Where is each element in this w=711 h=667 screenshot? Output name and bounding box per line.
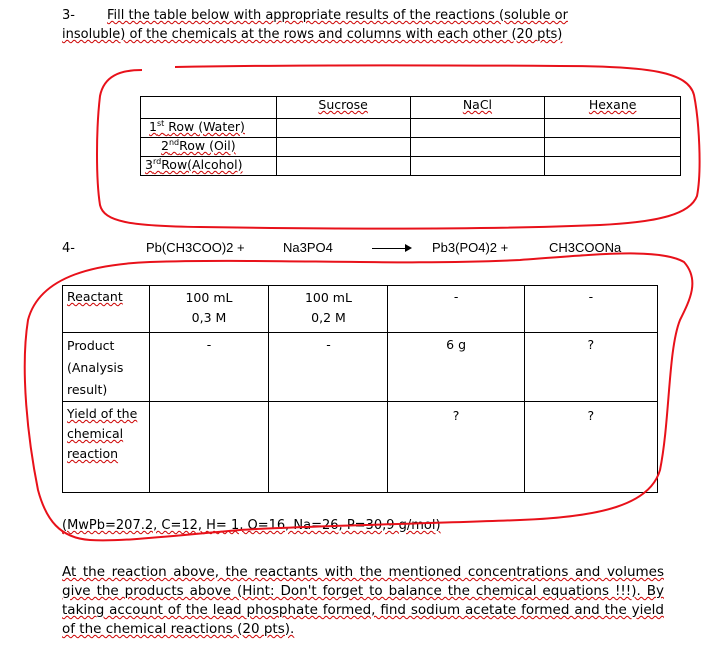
reactant-1-product-cell: - [149,333,269,402]
molar-masses-note: (MwPb=207.2, C=12, H= 1, O=16, Na=26, P=30,9 g/mol) [62,518,441,533]
q4-instructions: At the reaction above, the reactants with the mentioned concentrations and volumes give the products above (Hint: Don't forget to balance the chemical equations !!!). By taking account of the lead phosphate formed, find sodium acetate formed and the yield of the chemical reactions (20 pts). [62,564,664,637]
reaction-table [62,285,658,493]
sodium-acetate-mass: ? [524,333,657,402]
product-sodium-acetate: CH3COONa [549,240,622,255]
reaction-arrow-head [405,244,412,252]
sodium-acetate-yield[interactable]: ? [524,402,657,493]
cell-oil-nacl[interactable] [410,138,545,157]
q4-number: 4- [62,241,75,256]
lead-phosphate-yield[interactable]: ? [388,402,524,493]
column-header-nacl: NaCl [410,97,545,119]
cell-alcohol-hexane[interactable] [545,157,681,176]
solubility-corner-cell [141,97,277,119]
row-water-text: Row (Water) [168,119,245,135]
q3-prompt-line1: Fill the table below with appropriate results of the reactions (soluble or [107,8,568,23]
row-alcohol-sup: rd [152,157,162,166]
row-oil-sup: nd [168,138,180,147]
reactant-1-amount: 100 mL 0,3 M [149,286,269,333]
row-label-yield: Yield of the chemical reaction [63,402,150,493]
cell-alcohol-nacl[interactable] [410,157,545,176]
reactant-2-amount: 100 mL 0,2 M [269,286,388,333]
cell-oil-sucrose[interactable] [276,138,410,157]
cell-water-hexane[interactable] [545,119,681,138]
row-water-sup: st [156,119,165,128]
row-label-alcohol [141,157,277,176]
product-lead-phosphate: Pb3(PO4)2 + [432,240,509,255]
row-alcohol-text: Row(Alcohol) [161,157,243,173]
lead-phosphate-mass: 6 g [388,333,524,402]
row-water-number: 1 [149,119,157,135]
q3-number: 3- [62,8,75,23]
reactant-2-yield-cell[interactable] [269,402,388,493]
q3-prompt-line2: insoluble) of the chemicals at the rows and columns with each other (20 pts) [62,27,563,42]
reaction-arrow [372,248,408,249]
column-header-hexane: Hexane [545,97,681,119]
cell-alcohol-sucrose[interactable] [276,157,410,176]
product-2-reactant-cell: - [524,286,657,333]
cell-water-nacl[interactable] [410,119,545,138]
cell-water-sucrose[interactable] [276,119,410,138]
reactant-1-yield-cell[interactable] [149,402,269,493]
row-label-reactant: Reactant [63,286,150,333]
column-header-sucrose: Sucrose [276,97,410,119]
reactant-lead-acetate: Pb(CH3COO)2 + [146,240,245,255]
row-oil-text: Row (Oil) [179,138,236,154]
row-label-product: Product (Analysis result) [63,333,150,402]
cell-oil-hexane[interactable] [545,138,681,157]
row-label-water [141,119,277,138]
reactant-2-product-cell: - [269,333,388,402]
product-1-reactant-cell: - [388,286,524,333]
row-alcohol-number: 3 [145,157,153,173]
reactant-sodium-phosphate: Na3PO4 [283,240,333,255]
row-label-oil [141,138,277,157]
row-oil-number: 2 [161,138,169,154]
solubility-table [140,96,681,176]
